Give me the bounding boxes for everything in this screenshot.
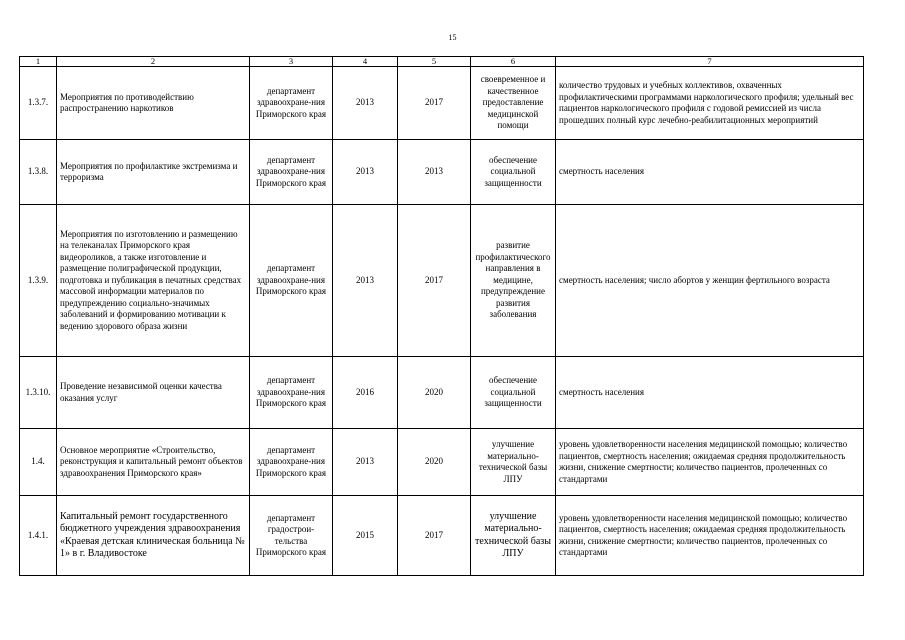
indicators: уровень удовлетворенности населения медицинской помощью; количество пациентов, смертность населения; ожидаемая средняя продолжительность жизни, снижение смертности; количество пациентов, пролеченных со стандартами — [556, 496, 864, 576]
indicators: смертность населения — [556, 357, 864, 429]
year-end: 2020 — [398, 357, 471, 429]
column-header-2: 2 — [57, 57, 250, 67]
expected-result: улучшение материально-технической базы ЛПУ — [471, 496, 556, 576]
executor: департамент градострои-тельства Приморского края — [250, 496, 333, 576]
column-header-3: 3 — [250, 57, 333, 67]
column-number-row — [20, 57, 864, 67]
year-start: 2013 — [333, 140, 398, 205]
row-number: 1.4.1. — [20, 496, 57, 576]
table-row — [20, 429, 864, 496]
activity-name: Мероприятия по изготовлению и размещению на телеканалах Приморского края видеороликов, а также изготовление и размещение полиграфической продукции, подготовка и публикация в печатных средствах массовой информации материалов по предупреждению социально-значимых заболеваний и формированию мотивации к ведению здорового образа жизни — [57, 205, 250, 357]
table-row — [20, 496, 864, 576]
expected-result: обеспечение социальной защищенности — [471, 357, 556, 429]
year-start: 2013 — [333, 205, 398, 357]
year-start: 2015 — [333, 496, 398, 576]
year-end: 2020 — [398, 429, 471, 496]
table-row — [20, 67, 864, 140]
year-start: 2016 — [333, 357, 398, 429]
column-header-1: 1 — [20, 57, 57, 67]
table-row — [20, 205, 864, 357]
column-header-7: 7 — [556, 57, 864, 67]
executor: департамент здравоохране-ния Приморского края — [250, 67, 333, 140]
year-end: 2013 — [398, 140, 471, 205]
year-start: 2013 — [333, 429, 398, 496]
activity-name: Мероприятия по профилактике экстремизма и терроризма — [57, 140, 250, 205]
indicators: количество трудовых и учебных коллективов, охваченных профилактическими программами наркологического профиля; удельный вес пациентов наркологического профиля с годовой ремиссией из числа прошедших полный курс лечебно-реабилитационных мероприятий — [556, 67, 864, 140]
row-number: 1.3.7. — [20, 67, 57, 140]
year-end: 2017 — [398, 205, 471, 357]
year-end: 2017 — [398, 67, 471, 140]
executor: департамент здравоохране-ния Приморского края — [250, 140, 333, 205]
program-activities-table — [19, 56, 864, 576]
indicators: смертность населения — [556, 140, 864, 205]
expected-result: обеспечение социальной защищенности — [471, 140, 556, 205]
row-number: 1.3.10. — [20, 357, 57, 429]
row-number: 1.3.8. — [20, 140, 57, 205]
table-row — [20, 357, 864, 429]
activity-name: Мероприятия по противодействию распространению наркотиков — [57, 67, 250, 140]
executor: департамент здравоохране-ния Приморского края — [250, 429, 333, 496]
indicators: уровень удовлетворенности населения медицинской помощью; количество пациентов, смертность населения; ожидаемая средняя продолжительность жизни, снижение смертности; количество пациентов, пролеченных со стандартами — [556, 429, 864, 496]
column-header-4: 4 — [333, 57, 398, 67]
column-header-6: 6 — [471, 57, 556, 67]
row-number: 1.4. — [20, 429, 57, 496]
row-number: 1.3.9. — [20, 205, 57, 357]
executor: департамент здравоохране-ния Приморского края — [250, 357, 333, 429]
activity-name: Проведение независимой оценки качества оказания услуг — [57, 357, 250, 429]
activity-name: Капитальный ремонт государственного бюджетного учреждения здравоохранения «Краевая детская клиническая больница № 1» в г. Владивостоке — [57, 496, 250, 576]
executor: департамент здравоохране-ния Приморского края — [250, 205, 333, 357]
year-start: 2013 — [333, 67, 398, 140]
indicators: смертность населения; число абортов у женщин фертильного возраста — [556, 205, 864, 357]
expected-result: своевременное и качественное предоставление медицинской помощи — [471, 67, 556, 140]
activity-name: Основное мероприятие «Строительство, реконструкция и капитальный ремонт объектов здравоохранения Приморского края» — [57, 429, 250, 496]
year-end: 2017 — [398, 496, 471, 576]
expected-result: улучшение материально-технической базы ЛПУ — [471, 429, 556, 496]
column-header-5: 5 — [398, 57, 471, 67]
table-row — [20, 140, 864, 205]
page-number: 15 — [448, 33, 457, 42]
expected-result: развитие профилактического направления в медицине, предупреждение развития заболевания — [471, 205, 556, 357]
